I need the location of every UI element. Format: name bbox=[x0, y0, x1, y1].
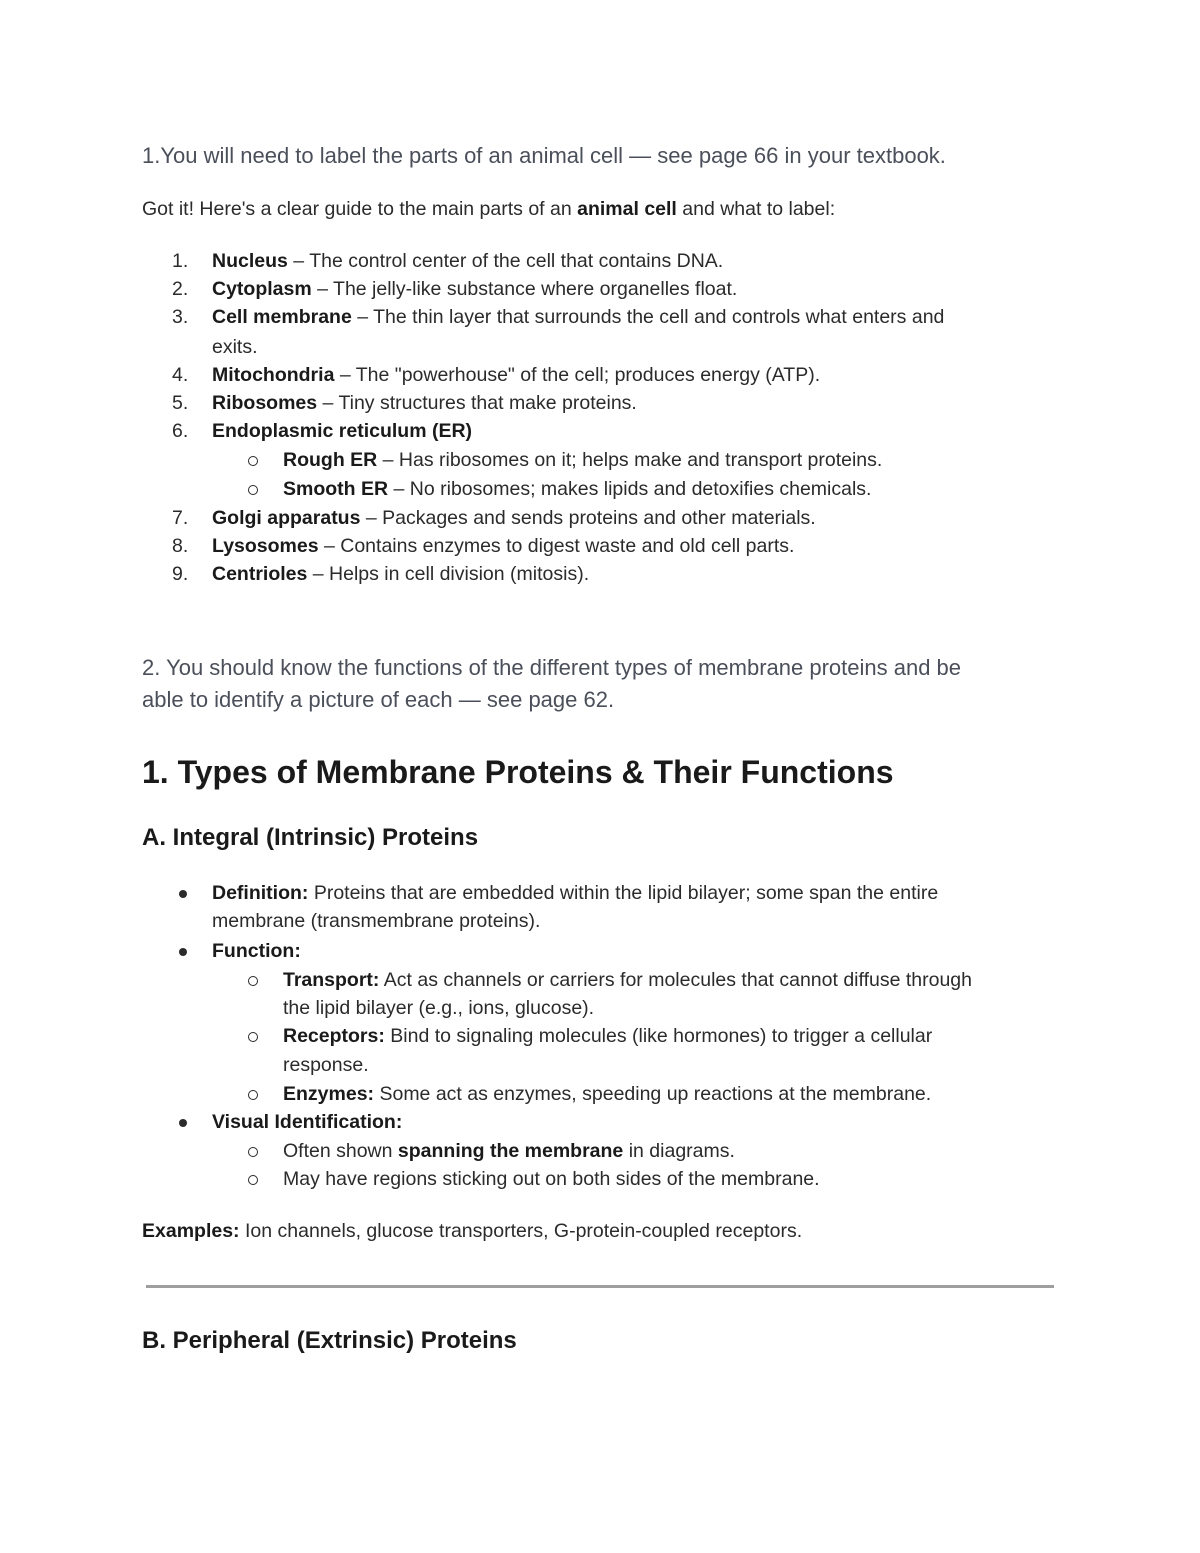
item-term: Endoplasmic reticulum (ER) bbox=[212, 420, 473, 442]
item-desc: – The "powerhouse" of the cell; produces energy (ATP). bbox=[334, 364, 821, 386]
list-item bbox=[212, 389, 637, 417]
item-term: Mitochondria bbox=[212, 364, 335, 386]
receptors-label: Receptors: bbox=[283, 1025, 385, 1047]
sub-list-item bbox=[283, 966, 972, 994]
item-term: Cytoplasm bbox=[212, 278, 312, 300]
sub-list-item: May have regions sticking out on both sides of the membrane. bbox=[283, 1168, 820, 1190]
item-desc: – Helps in cell division (mitosis). bbox=[307, 563, 590, 585]
circle-bullet-icon bbox=[248, 976, 258, 986]
sub-list-item bbox=[283, 475, 871, 503]
examples-text: Ion channels, glucose transporters, G-protein-coupled receptors. bbox=[239, 1220, 803, 1242]
item-term: Nucleus bbox=[212, 250, 288, 272]
list-number: 9. bbox=[172, 563, 189, 585]
list-item bbox=[212, 560, 589, 588]
circle-bullet-icon bbox=[248, 1147, 258, 1157]
list-item bbox=[212, 1108, 402, 1136]
intro-paragraph bbox=[142, 195, 835, 223]
list-item bbox=[212, 417, 472, 445]
list-item bbox=[212, 275, 737, 303]
disc-bullet-icon bbox=[179, 1119, 187, 1127]
definition-continuation: membrane (transmembrane proteins). bbox=[212, 910, 541, 932]
enzymes-text: Some act as enzymes, speeding up reactions at the membrane. bbox=[374, 1083, 932, 1105]
question-2-line1: 2. You should know the functions of the different types of membrane proteins and be bbox=[142, 655, 962, 680]
receptors-continuation: response. bbox=[283, 1054, 369, 1076]
list-number: 2. bbox=[172, 278, 189, 300]
list-item bbox=[212, 532, 794, 560]
item-term: Cell membrane bbox=[212, 306, 352, 328]
transport-label: Transport: bbox=[283, 969, 380, 991]
item-term: Ribosomes bbox=[212, 392, 318, 414]
item-desc: – Tiny structures that make proteins. bbox=[317, 392, 637, 414]
item-desc: – Packages and sends proteins and other materials. bbox=[360, 507, 816, 529]
horizontal-divider bbox=[146, 1285, 1054, 1288]
sub-list-item bbox=[283, 446, 882, 474]
transport-continuation: the lipid bilayer (e.g., ions, glucose). bbox=[283, 997, 595, 1019]
visual1-bold: spanning the membrane bbox=[397, 1140, 624, 1162]
list-number: 7. bbox=[172, 507, 189, 529]
section-a-heading: A. Integral (Intrinsic) Proteins bbox=[142, 824, 479, 851]
item-term: Lysosomes bbox=[212, 535, 319, 557]
list-item bbox=[212, 879, 938, 907]
list-number: 1. bbox=[172, 250, 189, 272]
intro-bold: animal cell bbox=[577, 198, 677, 220]
list-number: 5. bbox=[172, 392, 189, 414]
function-label: Function: bbox=[212, 940, 301, 962]
section-b-heading: B. Peripheral (Extrinsic) Proteins bbox=[142, 1327, 517, 1354]
item-desc: – The thin layer that surrounds the cell and controls what enters and bbox=[351, 306, 945, 328]
sub-item-desc: – No ribosomes; makes lipids and detoxifies chemicals. bbox=[388, 478, 872, 500]
sub-list-item bbox=[283, 1137, 735, 1165]
circle-bullet-icon bbox=[248, 485, 258, 495]
question-1: 1.You will need to label the parts of an animal cell — see page 66 in your textbook. bbox=[142, 143, 946, 168]
examples-paragraph bbox=[142, 1217, 802, 1245]
list-item bbox=[212, 361, 820, 389]
item-desc: – The jelly-like substance where organelles float. bbox=[311, 278, 738, 300]
definition-text: Proteins that are embedded within the lipid bilayer; some span the entire bbox=[308, 882, 939, 904]
intro-after: and what to label: bbox=[676, 198, 836, 220]
circle-bullet-icon bbox=[248, 456, 258, 466]
item-term: Centrioles bbox=[212, 563, 308, 585]
intro-before: Got it! Here's a clear guide to the main parts of an bbox=[142, 198, 578, 220]
page-heading: 1. Types of Membrane Proteins & Their Functions bbox=[142, 754, 894, 790]
list-number: 4. bbox=[172, 364, 189, 386]
definition-label: Definition: bbox=[212, 882, 309, 904]
examples-label: Examples: bbox=[142, 1220, 240, 1242]
disc-bullet-icon bbox=[179, 948, 187, 956]
sub-item-term: Rough ER bbox=[283, 449, 378, 471]
circle-bullet-icon bbox=[248, 1175, 258, 1185]
sub-list-item bbox=[283, 1080, 931, 1108]
item-desc: – The control center of the cell that contains DNA. bbox=[287, 250, 724, 272]
transport-text: Act as channels or carriers for molecules that cannot diffuse through bbox=[379, 969, 972, 991]
item-desc: – Contains enzymes to digest waste and old cell parts. bbox=[318, 535, 795, 557]
list-item bbox=[212, 303, 944, 331]
question-2-line2: able to identify a picture of each — see page 62. bbox=[142, 687, 615, 712]
enzymes-label: Enzymes: bbox=[283, 1083, 375, 1105]
list-item bbox=[212, 504, 816, 532]
list-item bbox=[212, 937, 301, 965]
visual1-before: Often shown bbox=[283, 1140, 398, 1162]
sub-item-term: Smooth ER bbox=[283, 478, 389, 500]
list-item bbox=[212, 247, 723, 275]
item-desc-continuation: exits. bbox=[212, 336, 258, 358]
list-number: 8. bbox=[172, 535, 189, 557]
receptors-text: Bind to signaling molecules (like hormones) to trigger a cellular bbox=[384, 1025, 933, 1047]
disc-bullet-icon bbox=[179, 890, 187, 898]
item-term: Golgi apparatus bbox=[212, 507, 361, 529]
sub-list-item bbox=[283, 1022, 932, 1050]
list-number: 6. bbox=[172, 420, 189, 442]
circle-bullet-icon bbox=[248, 1090, 258, 1100]
circle-bullet-icon bbox=[248, 1032, 258, 1042]
visual-label: Visual Identification: bbox=[212, 1111, 403, 1133]
sub-item-desc: – Has ribosomes on it; helps make and transport proteins. bbox=[377, 449, 883, 471]
list-number: 3. bbox=[172, 306, 189, 328]
visual1-after: in diagrams. bbox=[623, 1140, 735, 1162]
